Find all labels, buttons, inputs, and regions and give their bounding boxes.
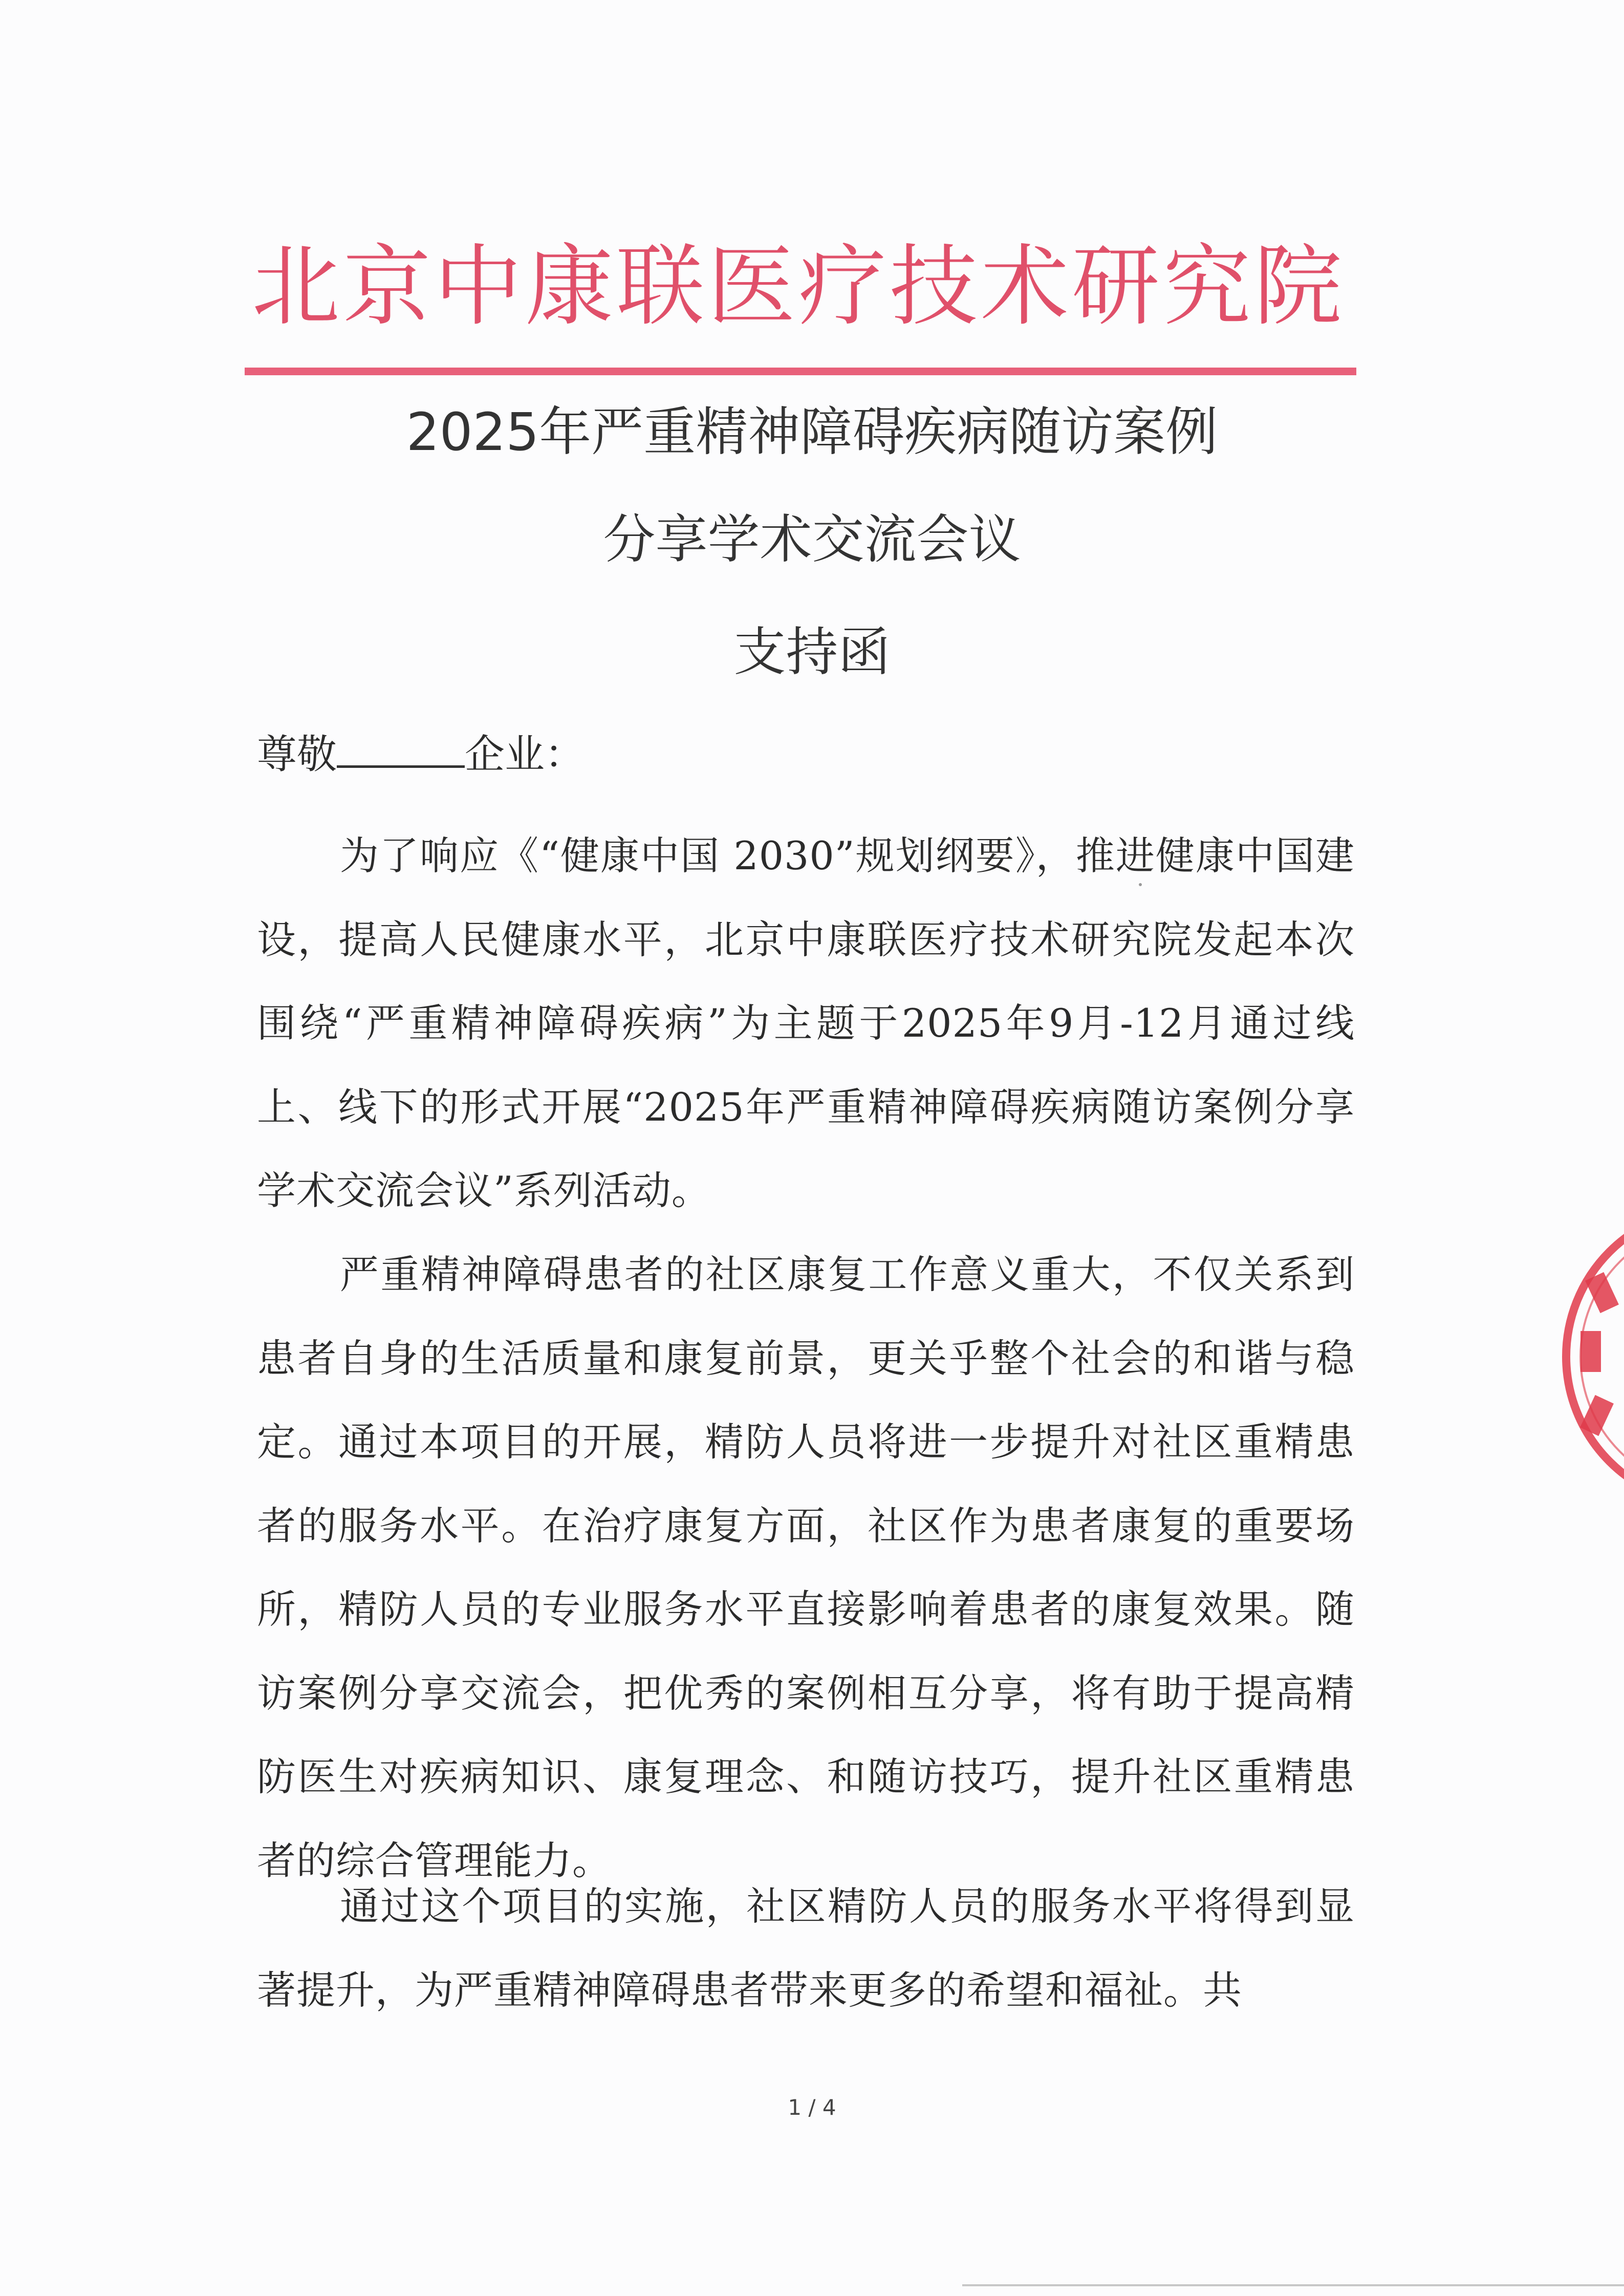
letterhead-rule	[245, 368, 1356, 375]
salutation-suffix: 企业：	[465, 732, 585, 778]
salutation-blank-line	[337, 724, 465, 768]
body-paragraph-3: 通过这个项目的实施，社区精防人员的服务水平将得到显著提升，为严重精神障碍患者带来更多的希望和福祉。共	[257, 1883, 1355, 2013]
body-paragraph-2: 严重精神障碍患者的社区康复工作意义重大，不仅关系到患者自身的生活质量和康复前景，更关乎整个社会的和谐与稳定。通过本项目的开展，精防人员将进一步提升对社区重精患者的服务水平。在治疗康复方面，社区作为患者康复的重要场所，精防人员的专业服务水平直接影响着患者的康复效果。随访案例分享交流会，把优秀的案例相互分享，将有助于提高精防医生对疾病知识、康复理念、和随访技巧，提升社区重精患者的综合管理能力。	[257, 1252, 1355, 1883]
scan-speck	[1139, 883, 1142, 886]
scan-edge-line	[962, 2284, 1624, 2286]
letterhead-org-name: 北京中康联医疗技术研究院	[252, 235, 1345, 338]
salutation	[257, 724, 584, 783]
salutation-prefix: 尊敬	[257, 732, 337, 778]
page-number: 1 / 4	[788, 2095, 836, 2120]
official-seal-partial	[1556, 1198, 1624, 1515]
document-title-line-2: 分享学术交流会议	[603, 509, 1021, 570]
body-paragraph-1: 为了响应《“健康中国 2030”规划纲要》，推进健康中国建设，提高人民健康水平，北京中康联医疗技术研究院发起本次围绕“严重精神障碍疾病”为主题于2025年9月-12月通过线上、线下的形式开展“2025年严重精神障碍疾病随访案例分享学术交流会议”系列活动。	[257, 833, 1355, 1213]
document-title-line-1: 2025年严重精神障碍疾病随访案例	[406, 402, 1218, 463]
document-title-line-3: 支持函	[733, 622, 891, 683]
